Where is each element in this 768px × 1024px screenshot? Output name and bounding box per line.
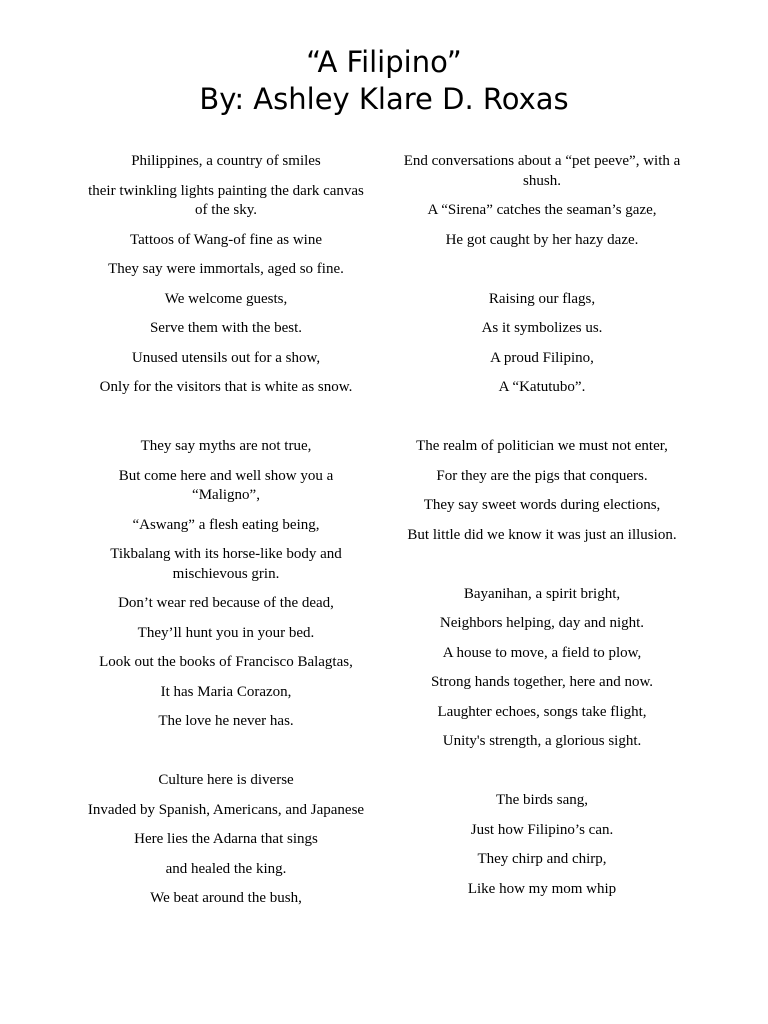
poem-line: But little did we know it was just an illusion. xyxy=(407,526,677,543)
poem-line: They chirp and chirp, xyxy=(477,851,607,867)
stanza-right-1 xyxy=(402,152,682,250)
poem-line: Here lies the Adarna that sings xyxy=(134,831,318,847)
poem-line: Like how my mom whip xyxy=(467,880,617,897)
poem-line: Unity's strength, a glorious sight. xyxy=(442,733,642,749)
poem-line: For they are the pigs that conquers. xyxy=(436,467,648,484)
poem-line: They’ll hunt you in your bed. xyxy=(137,624,315,641)
poem-line: Look out the books of Francisco Balagtas, xyxy=(99,654,353,670)
poem-line: It has Maria Corazon, xyxy=(160,683,292,700)
poem-line: Tikbalang with its horse-like body and mischievous grin. xyxy=(110,546,342,582)
stanza-gap xyxy=(402,555,682,585)
poem-line: Invaded by Spanish, Americans, and Japanese xyxy=(87,801,365,818)
left-column xyxy=(86,152,366,919)
stanza-left-2 xyxy=(86,437,366,732)
poem-line: End conversations about a “pet peeve”, with a shush. xyxy=(403,153,681,189)
poem-author: By: Ashley Klare D. Roxas xyxy=(199,82,569,116)
stanza-gap xyxy=(402,260,682,290)
poem-line: Unused utensils out for a show, xyxy=(131,349,321,366)
stanza-left-3 xyxy=(86,771,366,909)
poem-line: Neighbors helping, day and night. xyxy=(439,615,645,631)
stanza-gap xyxy=(86,742,366,772)
stanza-right-2 xyxy=(402,290,682,398)
poem-line: The birds sang, xyxy=(495,792,589,808)
stanza-right-5 xyxy=(402,791,682,899)
poem-line: Strong hands together, here and now. xyxy=(430,674,654,690)
poem-line: Only for the visitors that is white as snow. xyxy=(99,379,353,395)
right-column xyxy=(402,152,682,909)
poem-line: But come here and well show you a “Maligno”, xyxy=(118,467,334,503)
poem-line: Philippines, a country of smiles xyxy=(131,153,321,169)
stanza-gap xyxy=(402,408,682,438)
poem-line: A “Katutubo”. xyxy=(498,379,586,395)
poem-line: As it symbolizes us. xyxy=(481,320,603,336)
poem-line: their twinkling lights painting the dark canvas of the sky. xyxy=(88,182,364,218)
poem-line: A house to move, a field to plow, xyxy=(442,644,642,661)
stanza-gap xyxy=(86,408,366,438)
poem-line: and healed the king. xyxy=(165,860,287,877)
stanza-gap xyxy=(402,762,682,792)
stanza-left-1 xyxy=(86,152,366,398)
poem-line: Raising our flags, xyxy=(488,290,596,307)
poem-line: We welcome guests, xyxy=(164,290,288,307)
poem-line: “Aswang” a flesh eating being, xyxy=(132,516,320,533)
poem-line: He got caught by her hazy daze. xyxy=(445,231,639,248)
poem-line: Bayanihan, a spirit bright, xyxy=(463,585,621,602)
poem-line: Tattoos of Wang-of fine as wine xyxy=(130,231,322,248)
poem-line: Serve them with the best. xyxy=(149,320,303,336)
poem-line: Culture here is diverse xyxy=(158,772,294,788)
stanza-right-3 xyxy=(402,437,682,545)
poem-line: They say myths are not true, xyxy=(140,438,312,454)
poem-line: Don’t wear red because of the dead, xyxy=(118,595,334,611)
poem-line: The realm of politician we must not enter, xyxy=(416,438,668,454)
poem-line: They say sweet words during elections, xyxy=(423,497,661,513)
poem-line: Just how Filipino’s can. xyxy=(470,821,614,838)
poem-line: A “Sirena” catches the seaman’s gaze, xyxy=(427,202,657,218)
poem-line: We beat around the bush, xyxy=(150,890,302,906)
poem-line: They say were immortals, aged so fine. xyxy=(108,261,344,277)
poem-line: Laughter echoes, songs take flight, xyxy=(437,703,647,720)
poem-title xyxy=(0,44,768,118)
poem-line: A proud Filipino, xyxy=(490,349,594,366)
poem-line: The love he never has. xyxy=(158,713,294,729)
poem-title-text: “A Filipino” xyxy=(306,45,462,79)
stanza-right-4 xyxy=(402,585,682,752)
